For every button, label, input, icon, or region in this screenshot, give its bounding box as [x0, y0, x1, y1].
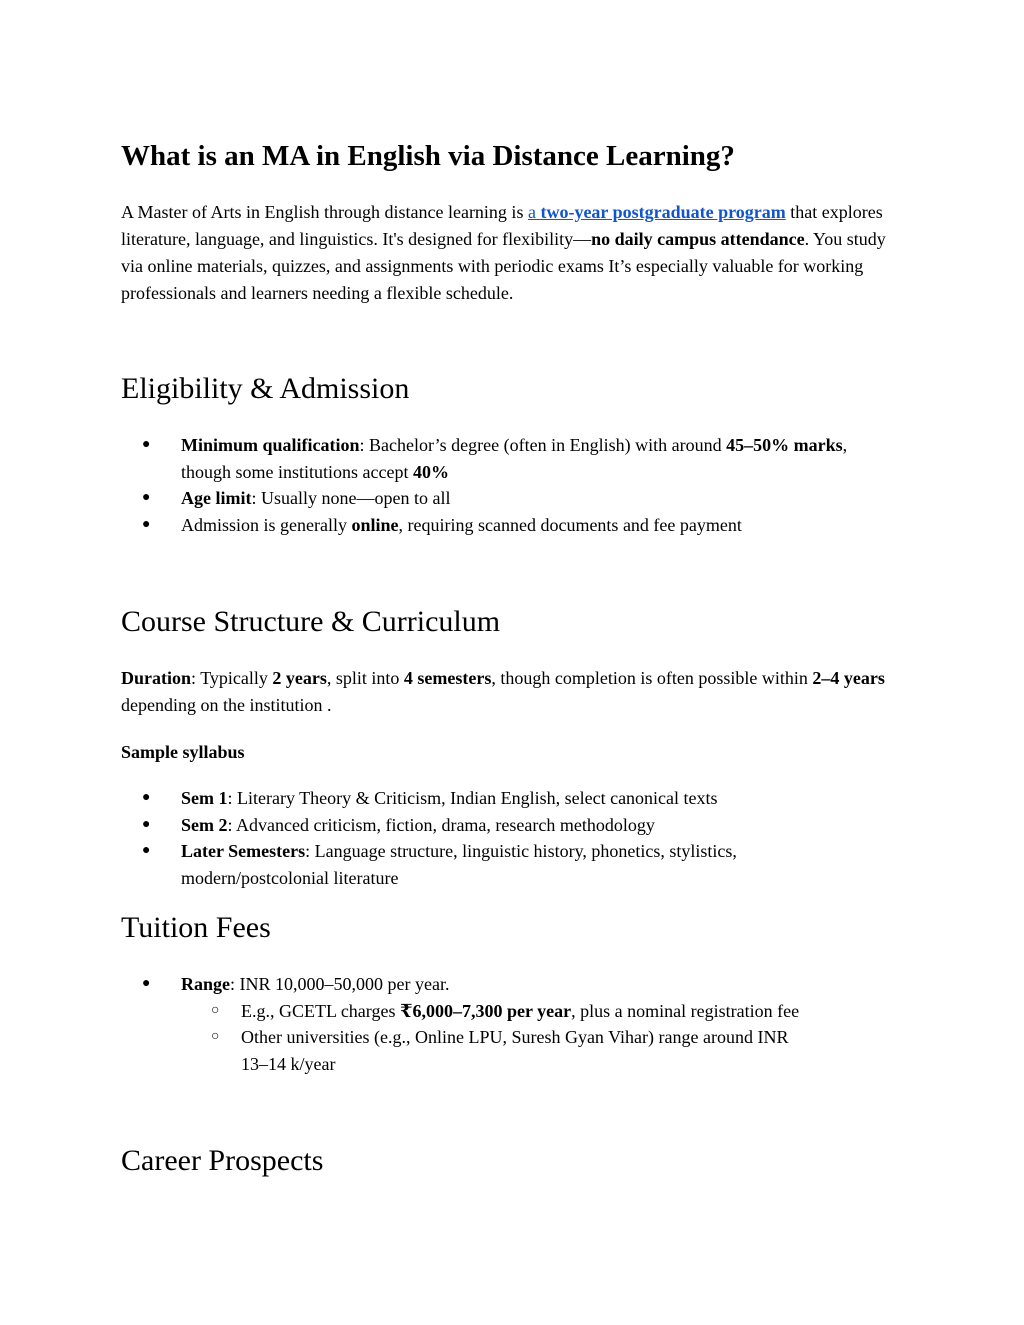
bullet-icon: ● [142, 437, 151, 452]
fees-sublist [181, 998, 881, 1078]
list-item: ● Later Semesters: Language structure, linguistic history, phonetics, stylistics, modern/postcolonial literature [121, 838, 881, 891]
heading-eligibility: Eligibility & Admission [121, 372, 410, 405]
bullet-icon: ● [142, 516, 151, 532]
heading-tuition-fees: Tuition Fees [121, 911, 271, 944]
fees-list [121, 971, 881, 1077]
two-year-program-link[interactable]: a two-year postgraduate program [527, 202, 786, 222]
heading-career-prospects: Career Prospects [121, 1144, 324, 1177]
bullet-icon: ● [142, 976, 151, 991]
list-item: ● Age limit: Usually none—open to all [121, 485, 881, 512]
eligibility-list [121, 432, 881, 538]
bullet-icon: ● [142, 816, 151, 832]
list-item: ● Sem 2: Advanced criticism, fiction, drama, research methodology [121, 812, 881, 839]
heading-course-structure: Course Structure & Curriculum [121, 605, 501, 638]
intro-paragraph: A Master of Arts in English through distance learning is a two-year postgraduate program that explores literature, language, and linguistics. It's designed for flexibility—no daily campus attendance. You study via online materials, quizzes, and assignments with periodic exams It’s especially valuable for working professionals and learners needing a flexible schedule. [121, 202, 886, 303]
list-item: ● Sem 1: Literary Theory & Criticism, Indian English, select canonical texts [121, 785, 881, 812]
circle-bullet-icon: ○ [211, 1029, 220, 1045]
heading-what-is-ma: What is an MA in English via Distance Learning? [121, 140, 735, 172]
list-item: ○ Other universities (e.g., Online LPU, Suresh Gyan Vihar) range around INR 13–14 k/year [181, 1024, 801, 1077]
bullet-icon: ● [142, 790, 151, 805]
list-item: ● Minimum qualification: Bachelor’s degree (often in English) with around 45–50% marks, though some institutions accept 40% [121, 432, 881, 485]
list-item: ● Range: INR 10,000–50,000 per year. ○ E.g., GCETL charges ₹6,000–7,300 per year, plus a nominal registration fee ○ Other universities (e.g., Online LPU, Suresh Gyan Vihar) range around INR 13–14 k/year [121, 971, 881, 1077]
syllabus-list [121, 785, 881, 891]
list-item: ● Admission is generally online, requiring scanned documents and fee payment [121, 512, 881, 539]
sample-syllabus-heading: Sample syllabus [121, 742, 245, 762]
bullet-icon: ● [142, 490, 151, 506]
duration-paragraph: Duration: Typically 2 years, split into 4 semesters, though completion is often possible within 2–4 years depending on the institution . [121, 668, 885, 715]
bullet-icon: ● [142, 843, 151, 859]
list-item: ○ E.g., GCETL charges ₹6,000–7,300 per year, plus a nominal registration fee [181, 998, 881, 1025]
circle-bullet-icon: ○ [211, 1002, 220, 1018]
